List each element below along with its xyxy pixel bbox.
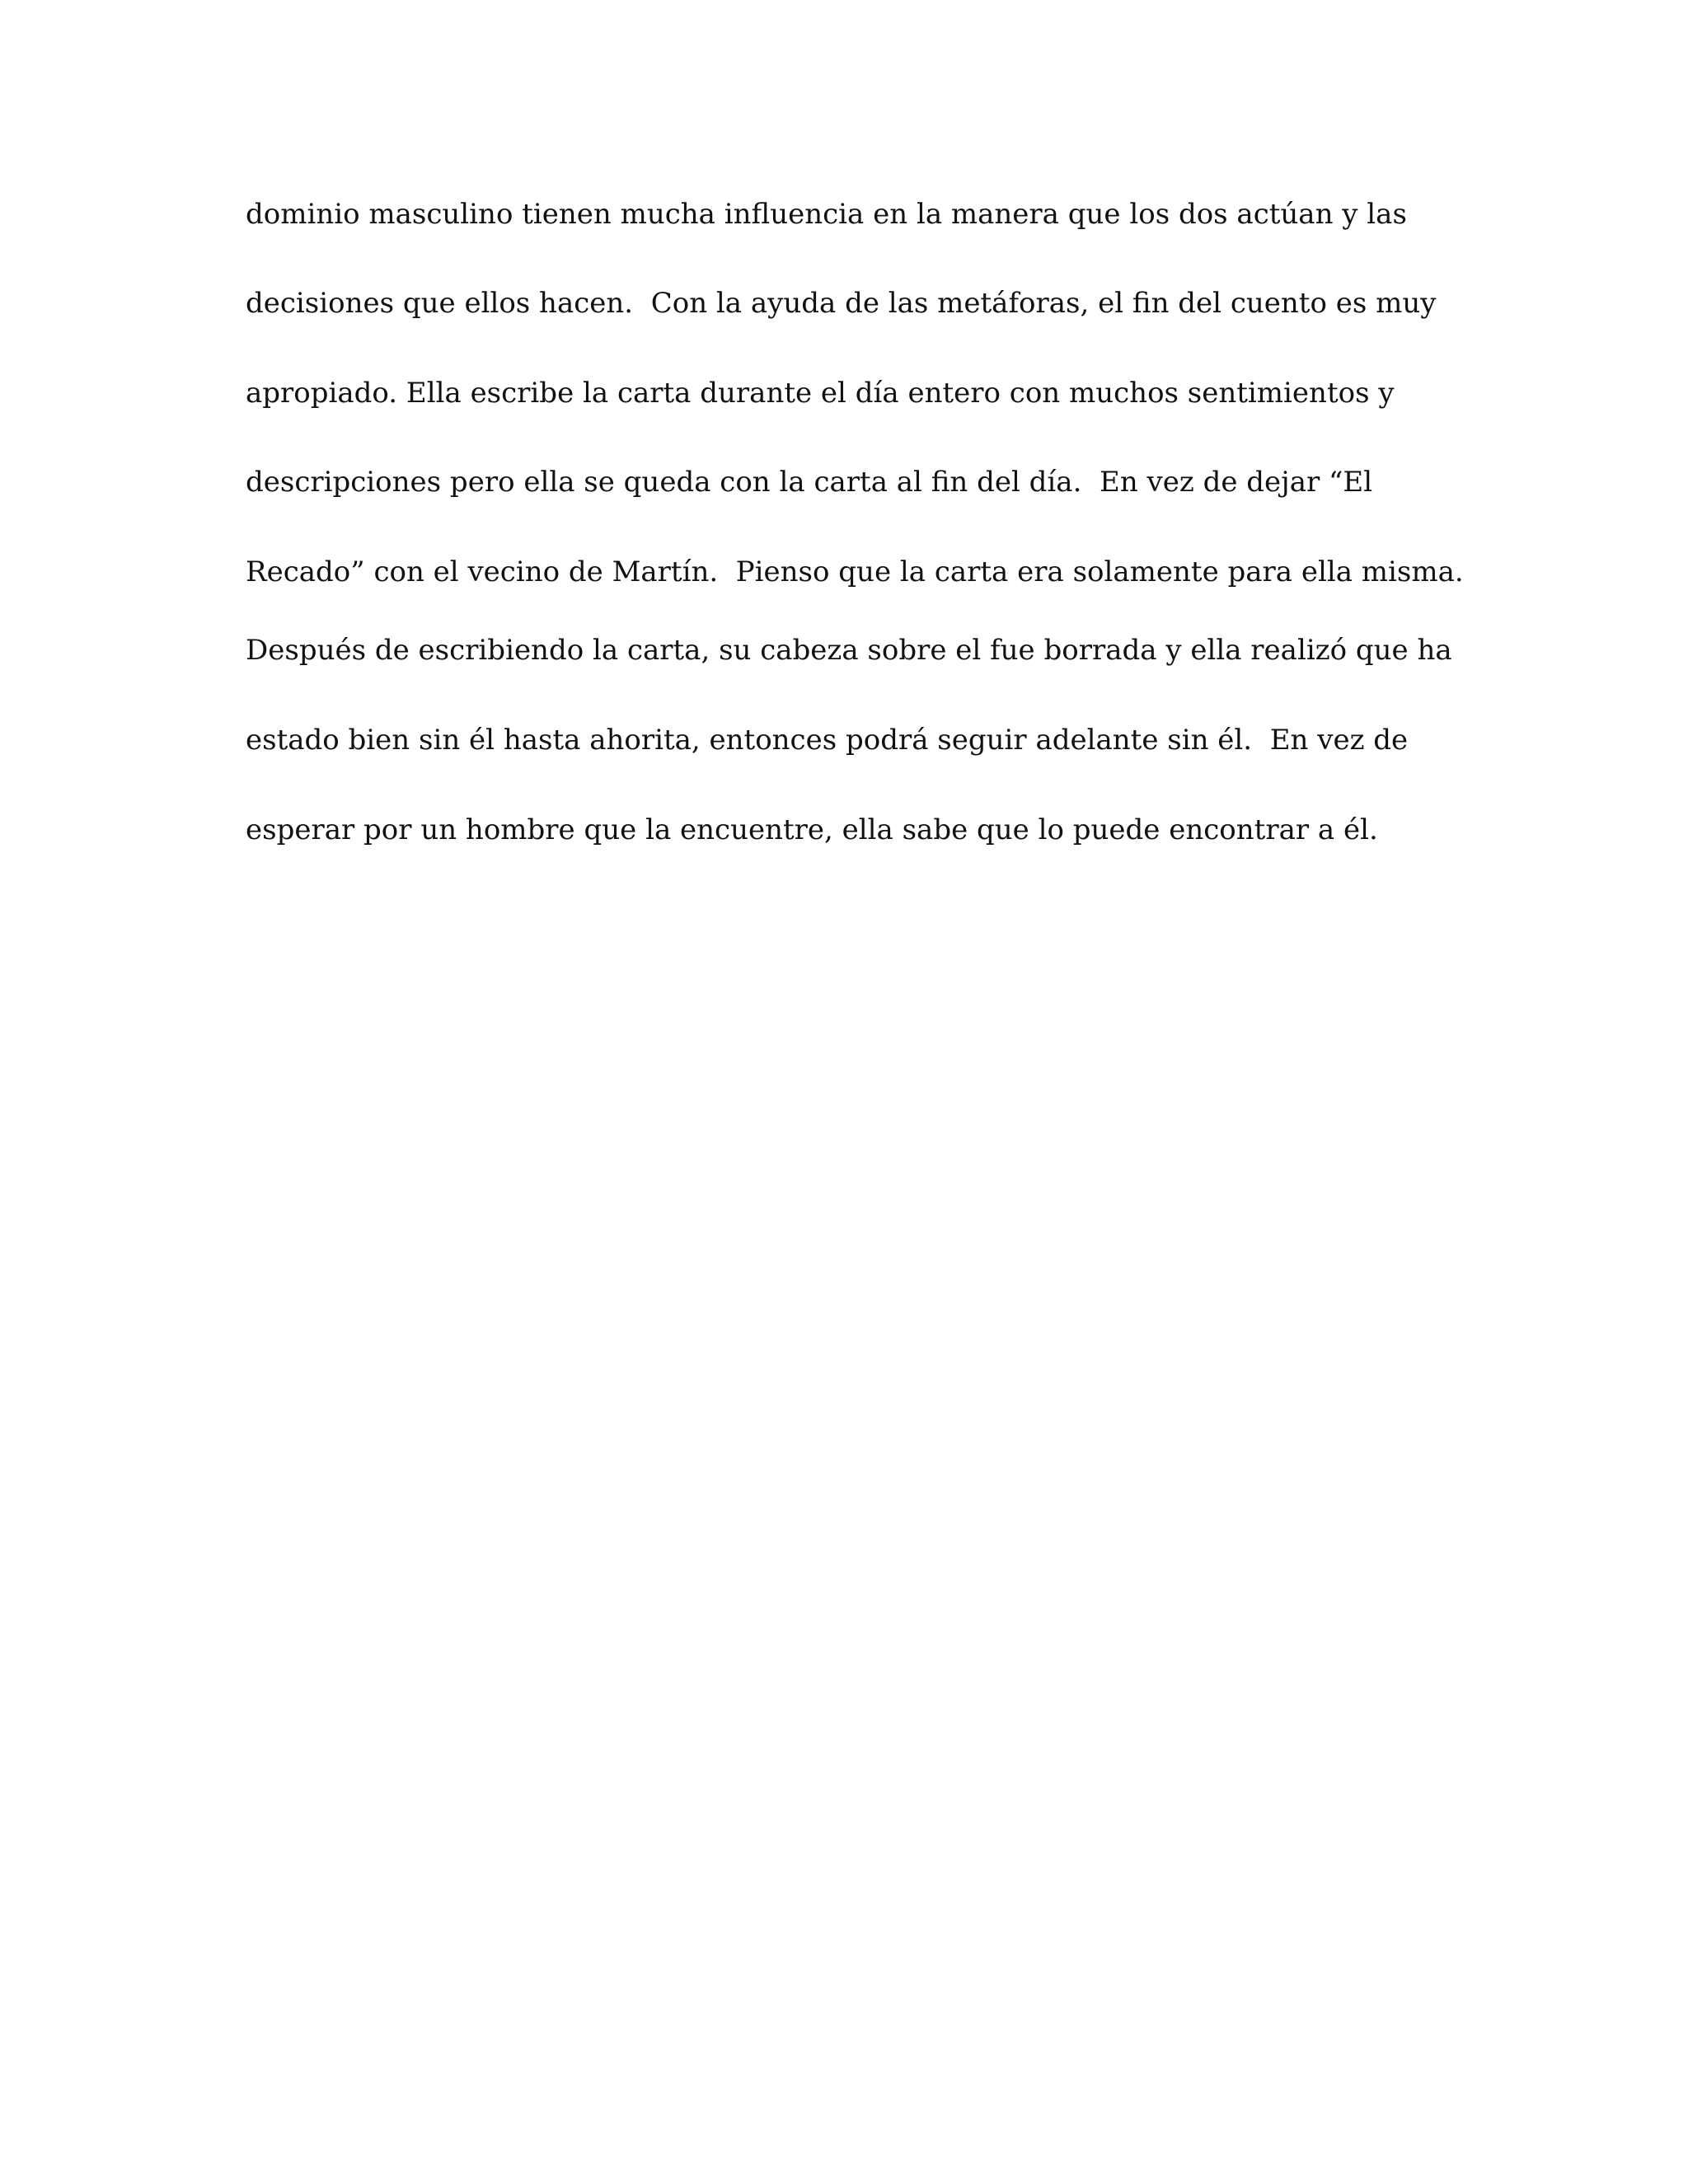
body-text-line-2: decisiones que ellos hacen. Con la ayuda de las metáforas, el fin del cuento es muy [246, 287, 1437, 320]
body-text-line-5: Recado” con el vecino de Martín. Pienso que la carta era solamente para ella misma. [246, 555, 1464, 588]
body-text-line-7: estado bien sin él hasta ahorita, entonces podrá seguir adelante sin él. En vez de [246, 724, 1409, 757]
body-text-line-4: descripciones pero ella se queda con la carta al fin del día. En vez de dejar “El [246, 466, 1373, 499]
body-text-line-3: apropiado. Ella escribe la carta durante el día entero con muchos sentimientos y [246, 377, 1395, 410]
body-text-line-6: Después de escribiendo la carta, su cabeza sobre el fue borrada y ella realizó que ha [246, 634, 1452, 667]
body-text-line-1: dominio masculino tienen mucha influencia en la manera que los dos actúan y las [246, 198, 1407, 231]
body-text-line-8: esperar por un hombre que la encuentre, ella sabe que lo puede encontrar a él. [246, 813, 1378, 846]
